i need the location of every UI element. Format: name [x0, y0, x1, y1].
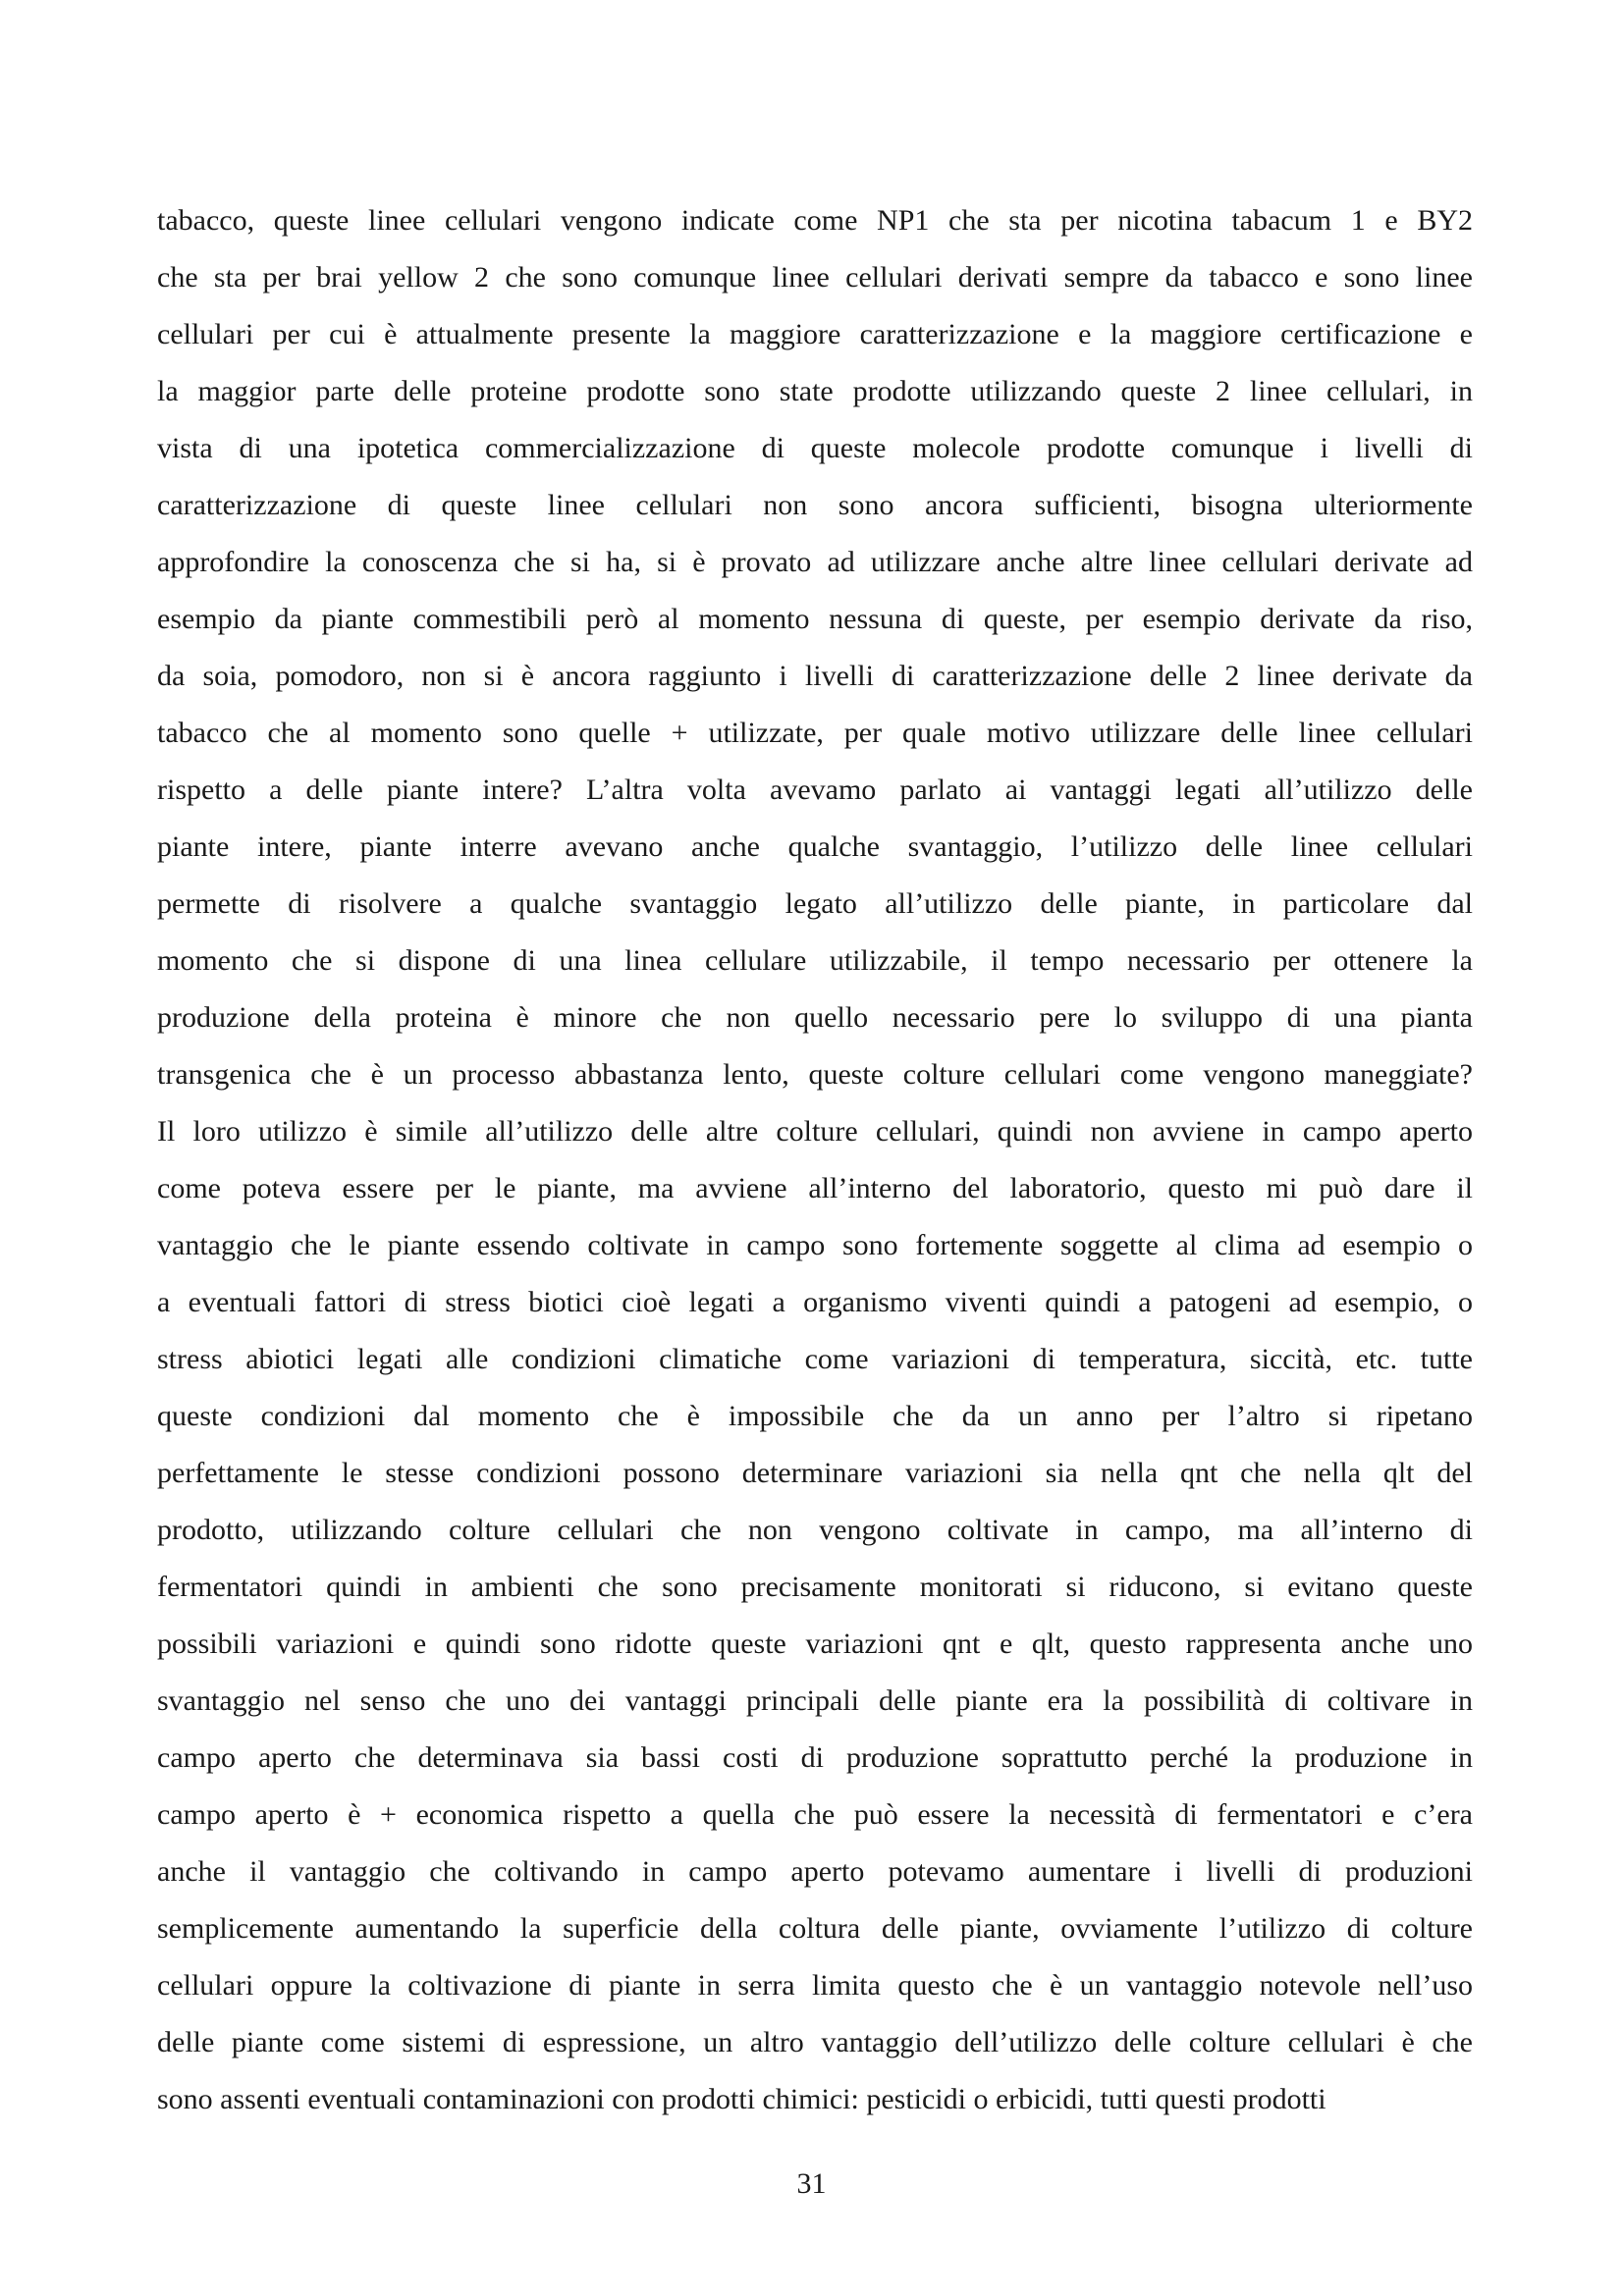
text-line: svantaggio nel senso che uno dei vantaggi principali delle piante era la possibilità di coltivare in: [157, 1684, 1473, 1717]
text-line: stress abiotici legati alle condizioni climatiche come variazioni di temperatura, siccità, etc. tutte: [157, 1343, 1473, 1375]
text-line: tabacco che al momento sono quelle + utilizzate, per quale motivo utilizzare delle linee cellulari: [157, 717, 1473, 749]
text-line: vista di una ipotetica commercializzazione di queste molecole prodotte comunque i livelli di: [157, 432, 1473, 464]
text-line: campo aperto è + economica rispetto a quella che può essere la necessità di fermentatori e c’era: [157, 1798, 1473, 1831]
text-line: la maggior parte delle proteine prodotte sono state prodotte utilizzando queste 2 linee cellulari, in: [157, 375, 1473, 407]
text-line: semplicemente aumentando la superficie della coltura delle piante, ovviamente l’utilizzo di colture: [157, 1912, 1473, 1945]
text-line: queste condizioni dal momento che è impossibile che da un anno per l’altro si ripetano: [157, 1400, 1473, 1432]
text-line: come poteva essere per le piante, ma avviene all’interno del laboratorio, questo mi può dare il: [157, 1172, 1473, 1204]
page-number: 31: [796, 2167, 827, 2200]
text-line: cellulari per cui è attualmente presente la maggiore caratterizzazione e la maggiore certificazione e: [157, 318, 1473, 350]
text-line: Il loro utilizzo è simile all’utilizzo delle altre colture cellulari, quindi non avviene in campo aperto: [157, 1115, 1473, 1148]
text-line: da soia, pomodoro, non si è ancora raggiunto i livelli di caratterizzazione delle 2 linee derivate da: [157, 660, 1473, 692]
text-line: vantaggio che le piante essendo coltivate in campo sono fortemente soggette al clima ad esempio o: [157, 1229, 1473, 1261]
text-line: campo aperto che determinava sia bassi costi di produzione soprattutto perché la produzione in: [157, 1741, 1473, 1774]
text-line: permette di risolvere a qualche svantaggio legato all’utilizzo delle piante, in particolare dal: [157, 887, 1473, 920]
text-line: rispetto a delle piante intere? L’altra volta avevamo parlato ai vantaggi legati all’utilizzo delle: [157, 774, 1473, 806]
text-line: perfettamente le stesse condizioni possono determinare variazioni sia nella qnt che nella qlt del: [157, 1457, 1473, 1489]
text-line: caratterizzazione di queste linee cellulari non sono ancora sufficienti, bisogna ulteriormente: [157, 489, 1473, 521]
text-line: tabacco, queste linee cellulari vengono indicate come NP1 che sta per nicotina tabacum 1 e BY2: [157, 204, 1473, 237]
text-line: delle piante come sistemi di espressione, un altro vantaggio dell’utilizzo delle colture cellulari è che: [157, 2026, 1473, 2058]
body-text: [157, 192, 1473, 2128]
text-line: possibili variazioni e quindi sono ridotte queste variazioni qnt e qlt, questo rappresenta anche uno: [157, 1628, 1473, 1660]
text-line: momento che si dispone di una linea cellulare utilizzabile, il tempo necessario per ottenere la: [157, 944, 1473, 977]
text-line: fermentatori quindi in ambienti che sono precisamente monitorati si riducono, si evitano queste: [157, 1571, 1473, 1603]
text-line: approfondire la conoscenza che si ha, si è provato ad utilizzare anche altre linee cellulari derivate ad: [157, 546, 1473, 578]
text-line: esempio da piante commestibili però al momento nessuna di queste, per esempio derivate da riso,: [157, 603, 1473, 635]
text-line: sono assenti eventuali contaminazioni con prodotti chimici: pesticidi o erbicidi, tutti questi prodotti: [157, 2083, 1326, 2115]
text-line: transgenica che è un processo abbastanza lento, queste colture cellulari come vengono maneggiate?: [157, 1058, 1473, 1091]
text-line: prodotto, utilizzando colture cellulari che non vengono coltivate in campo, ma all’interno di: [157, 1514, 1473, 1546]
text-line: anche il vantaggio che coltivando in campo aperto potevamo aumentare i livelli di produzioni: [157, 1855, 1473, 1888]
text-line: piante intere, piante interre avevano anche qualche svantaggio, l’utilizzo delle linee cellulari: [157, 830, 1473, 863]
text-line: a eventuali fattori di stress biotici cioè legati a organismo viventi quindi a patogeni ad esempio, o: [157, 1286, 1473, 1318]
text-line: che sta per brai yellow 2 che sono comunque linee cellulari derivati sempre da tabacco e sono linee: [157, 261, 1473, 294]
text-line: cellulari oppure la coltivazione di piante in serra limita questo che è un vantaggio notevole nell’uso: [157, 1969, 1473, 2002]
text-line: produzione della proteina è minore che non quello necessario pere lo sviluppo di una pianta: [157, 1001, 1473, 1034]
